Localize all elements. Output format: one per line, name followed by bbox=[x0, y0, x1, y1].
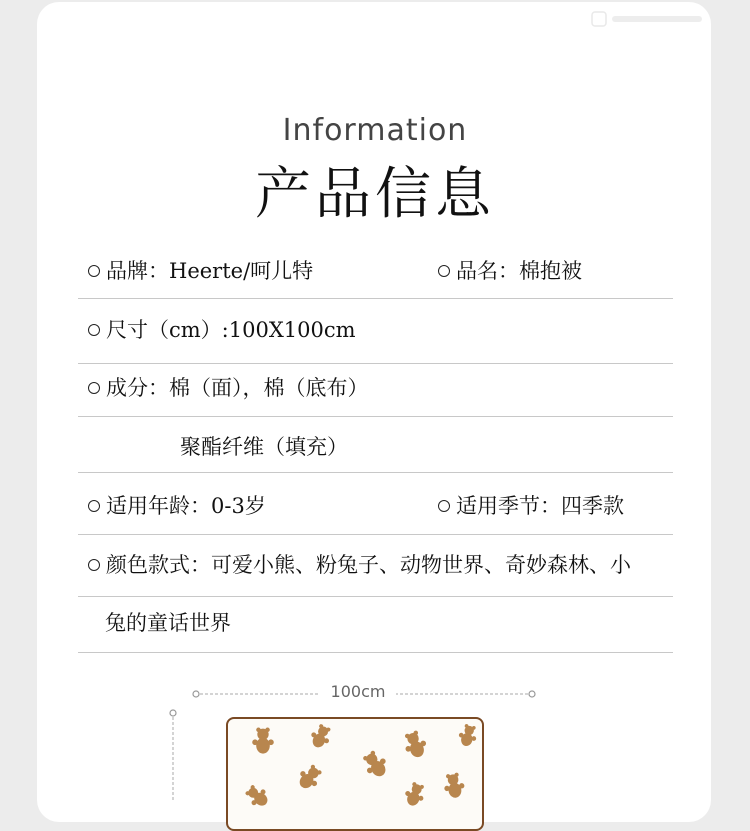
material-text: 成分：棉（面），棉（底布） bbox=[106, 376, 369, 400]
bear-icon bbox=[438, 769, 470, 801]
blanket-illustration bbox=[226, 717, 484, 831]
bullet-icon bbox=[88, 324, 100, 336]
info-material-filling: 聚酯纤维（填充） bbox=[180, 435, 348, 459]
divider bbox=[78, 363, 673, 364]
bear-icon bbox=[294, 761, 326, 793]
season-text: 适用季节：四季款 bbox=[456, 494, 624, 518]
bear-icon bbox=[242, 781, 272, 811]
page-title-chinese: 产品信息 bbox=[255, 162, 495, 227]
divider bbox=[78, 472, 673, 473]
info-colors bbox=[88, 551, 631, 579]
info-brand bbox=[88, 257, 313, 285]
dimension-endpoint bbox=[170, 710, 176, 716]
bear-icon bbox=[400, 779, 430, 809]
product-name-text: 品名：棉抱被 bbox=[456, 259, 582, 283]
info-material bbox=[88, 374, 369, 402]
watermark-logo bbox=[590, 6, 710, 32]
divider bbox=[78, 298, 673, 299]
width-dimension-label: 100cm bbox=[320, 682, 396, 701]
colors-text: 颜色款式：可爱小熊、粉兔子、动物世界、奇妙森林、小 bbox=[106, 553, 631, 577]
page-title-english: Information bbox=[282, 113, 468, 148]
age-text: 适用年龄：0-3岁 bbox=[106, 494, 266, 518]
info-size bbox=[88, 316, 356, 344]
info-season bbox=[438, 492, 624, 520]
size-text: 尺寸（cm）:100X100cm bbox=[106, 318, 356, 342]
info-colors-continued: 兔的童话世界 bbox=[105, 611, 231, 635]
divider bbox=[78, 596, 673, 597]
bear-icon bbox=[398, 727, 432, 761]
bear-icon bbox=[246, 723, 280, 757]
brand-text: 品牌：Heerte/呵儿特 bbox=[106, 259, 314, 283]
bear-icon bbox=[306, 721, 336, 751]
divider bbox=[78, 416, 673, 417]
divider bbox=[78, 652, 673, 653]
divider bbox=[78, 534, 673, 535]
bullet-icon bbox=[438, 265, 450, 277]
bullet-icon bbox=[88, 559, 100, 571]
dimension-endpoint bbox=[529, 691, 535, 697]
bullet-icon bbox=[88, 265, 100, 277]
bear-icon bbox=[358, 747, 392, 781]
bear-icon bbox=[454, 719, 482, 751]
info-product-name bbox=[438, 257, 582, 285]
info-age bbox=[88, 492, 266, 520]
bullet-icon bbox=[88, 500, 100, 512]
bullet-icon bbox=[438, 500, 450, 512]
bullet-icon bbox=[88, 382, 100, 394]
dimension-endpoint bbox=[193, 691, 199, 697]
